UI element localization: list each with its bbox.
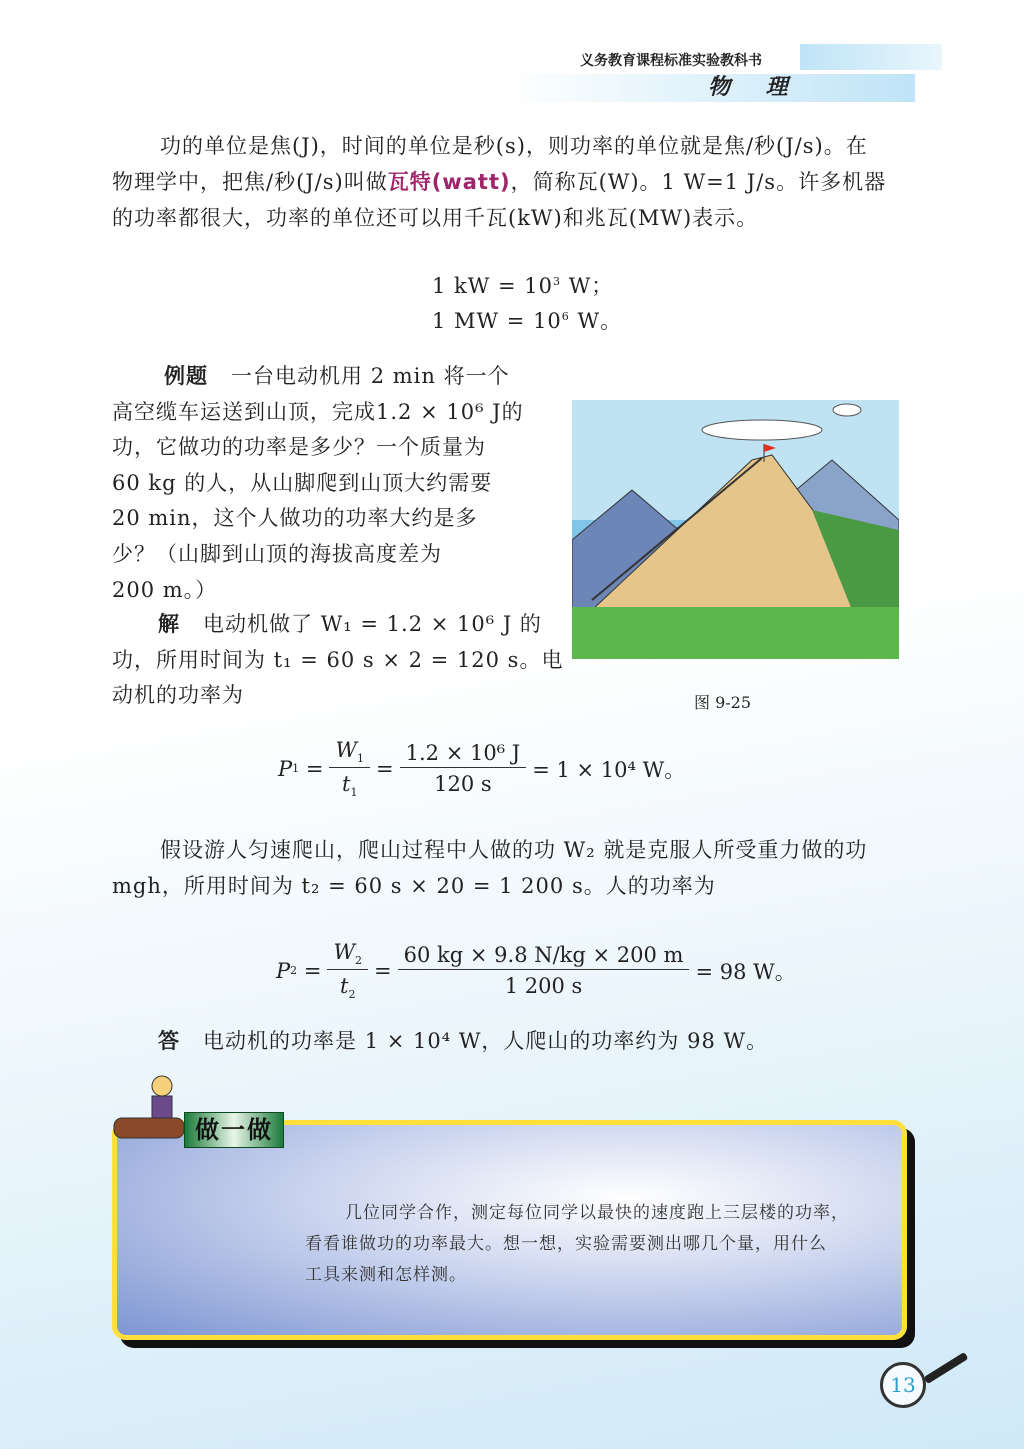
sub: 2 <box>290 964 298 978</box>
text: 电动机做了 W₁ = 1.2 × 10⁶ J 的 <box>203 612 542 636</box>
intro-line: 功的单位是焦(J)，时间的单位是秒(s)，则功率的单位就是焦/秒(J/s)。在 <box>160 134 868 158</box>
sub: 1 <box>357 752 365 766</box>
result: = 98 W。 <box>695 959 796 984</box>
var: t <box>340 974 349 999</box>
para-line: mgh，所用时间为 t₂ = 60 s × 20 = 1 200 s。人的功率为 <box>112 874 716 898</box>
intro-line <box>112 166 886 196</box>
exp: 6 <box>561 310 570 323</box>
intro-line: 的功率都很大，功率的单位还可以用千瓦(kW)和兆瓦(MW)表示。 <box>112 206 759 230</box>
eq: = <box>303 958 322 983</box>
text: W。 <box>569 309 623 333</box>
example-line: 60 kg 的人，从山脚爬到山顶大约需要 <box>112 471 493 495</box>
activity-title: 做一做 <box>184 1112 284 1148</box>
answer-line <box>158 1025 768 1055</box>
page-number: 13 <box>880 1362 926 1408</box>
eq: = <box>376 756 394 781</box>
fraction <box>329 738 370 799</box>
var: P <box>278 756 293 781</box>
exp: 3 <box>553 275 562 288</box>
fraction <box>398 943 690 998</box>
solution-line: 功，所用时间为 t₁ = 60 s × 2 = 120 s。电 <box>112 648 564 672</box>
text: 1 kW = 10 <box>432 274 554 298</box>
example-label: 例题 <box>164 364 208 388</box>
solution-line: 动机的功率为 <box>112 683 244 707</box>
text: 一台电动机用 2 min 将一个 <box>231 364 510 388</box>
term-watt: 瓦特(watt) <box>387 170 511 194</box>
header-decor <box>800 44 942 70</box>
example-line: 200 m。） <box>112 578 218 602</box>
sub: 1 <box>292 762 300 776</box>
var: W <box>335 738 358 762</box>
example-line: 少？（山脚到山顶的海拔高度差为 <box>112 542 442 566</box>
sub: 2 <box>355 954 363 968</box>
example-line: 高空缆车运送到山顶，完成1.2 × 10⁶ J的 <box>112 400 524 424</box>
para-line: 假设游人匀速爬山，爬山过程中人做的功 W₂ 就是克服人所受重力做的功 <box>160 838 868 862</box>
formula-p1 <box>278 738 685 799</box>
text: W； <box>561 274 614 298</box>
text: 电动机的功率是 1 × 10⁴ W，人爬山的功率约为 98 W。 <box>203 1029 769 1053</box>
activity-text <box>305 1198 849 1291</box>
unit-kw <box>432 270 613 300</box>
sub: 2 <box>348 988 356 1002</box>
unit-mw <box>432 305 622 335</box>
activity-line: 几位同学合作，测定每位同学以最快的速度跑上三层楼的功率， <box>345 1203 849 1223</box>
numerator: 1.2 × 10⁶ J <box>400 741 527 768</box>
example-line <box>164 360 510 390</box>
activity-line: 工具来测和怎样测。 <box>305 1265 467 1285</box>
worker-with-log-icon <box>112 1072 187 1144</box>
denominator: 120 s <box>434 772 492 797</box>
example-line: 功，它做功的功率是多少？一个质量为 <box>112 435 486 459</box>
text: ，简称瓦(W)。1 W=1 J/s。许多机器 <box>510 170 887 194</box>
numerator: 60 kg × 9.8 N/kg × 200 m <box>398 943 690 970</box>
fraction <box>400 741 527 796</box>
mountain-illustration <box>572 400 899 659</box>
formula-p2 <box>276 940 796 1001</box>
figure-caption: 图 9-25 <box>694 693 752 712</box>
example-line: 20 min，这个人做功的功率大约是多 <box>112 506 478 530</box>
solution-label: 解 <box>158 612 180 636</box>
series-title: 义务教育课程标准实验教科书 <box>580 53 762 69</box>
answer-label: 答 <box>158 1029 180 1053</box>
subject-title: 物 理 <box>708 74 802 100</box>
sub: 1 <box>350 786 358 800</box>
fraction <box>327 940 368 1001</box>
solution-line <box>158 608 542 638</box>
var: t <box>342 772 351 797</box>
text: 1 MW = 10 <box>432 309 562 333</box>
activity-line: 看看谁做功的功率最大。想一想，实验需要测出哪几个量，用什么 <box>305 1234 827 1254</box>
eq: = <box>305 756 324 781</box>
magnifier-handle-icon <box>924 1352 969 1384</box>
result: = 1 × 10⁴ W。 <box>532 757 686 782</box>
eq: = <box>374 958 392 983</box>
var: P <box>276 958 291 983</box>
denominator: 1 200 s <box>504 974 583 999</box>
text: 物理学中，把焦/秒(J/s)叫做 <box>112 170 388 194</box>
var: W <box>333 940 356 964</box>
